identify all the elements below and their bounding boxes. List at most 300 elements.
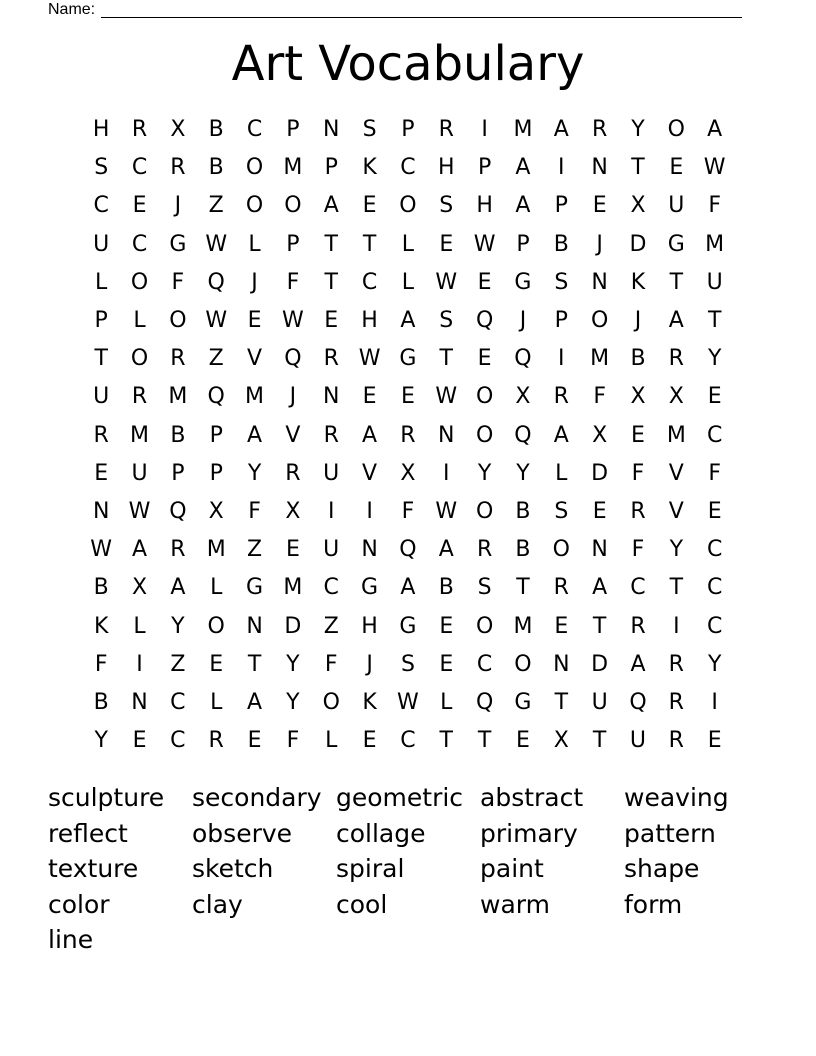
grid-letter: C — [170, 728, 186, 754]
grid-letter: E — [707, 728, 722, 754]
grid-letter: Z — [208, 346, 224, 372]
grid-letter: D — [591, 651, 609, 677]
grid-letter: A — [323, 193, 339, 219]
grid-letter: E — [324, 308, 339, 334]
grid-letter: P — [286, 117, 300, 143]
grid-letter: T — [324, 231, 338, 257]
grid-letter: L — [133, 613, 146, 639]
grid-letter: T — [516, 575, 530, 601]
grid-letter: J — [174, 193, 182, 219]
grid-letter: K — [630, 269, 646, 295]
grid-letter: C — [246, 117, 263, 143]
grid-letter: B — [170, 422, 186, 448]
page-title: Art Vocabulary — [231, 36, 585, 92]
grid-letter: R — [630, 498, 646, 524]
grid-letter: Q — [514, 346, 532, 372]
grid-letter: B — [630, 346, 646, 372]
grid-letter: T — [362, 231, 377, 257]
grid-letter: R — [323, 422, 339, 448]
grid-letter: A — [170, 575, 186, 601]
word-list-item: secondary — [192, 783, 322, 812]
grid-letter: A — [515, 193, 531, 219]
grid-letter: C — [400, 728, 416, 754]
grid-letter: N — [591, 537, 608, 563]
grid-letter: P — [209, 460, 223, 486]
grid-letter: T — [592, 728, 607, 754]
grid-row — [82, 264, 734, 302]
grid-letter: X — [515, 384, 531, 410]
grid-letter: O — [399, 193, 417, 219]
grid-letter: W — [703, 155, 726, 181]
grid-letter: B — [208, 155, 224, 181]
grid-letter: U — [668, 193, 685, 219]
word-list-item: paint — [480, 854, 544, 884]
grid-letter: Q — [514, 422, 532, 448]
grid-letter: E — [669, 155, 684, 181]
grid-letter: P — [401, 117, 415, 143]
grid-letter: W — [128, 498, 151, 524]
grid-letter: G — [667, 231, 685, 257]
grid-letter: S — [477, 575, 492, 601]
grid-letter: L — [210, 689, 223, 715]
grid-letter: A — [668, 308, 684, 334]
grid-letter: G — [514, 689, 532, 715]
grid-letter: B — [515, 537, 531, 563]
grid-letter: S — [439, 193, 454, 219]
grid-letter: A — [630, 651, 646, 677]
grid-letter: Z — [208, 193, 224, 219]
grid-letter: X — [630, 384, 646, 410]
grid-letter: X — [630, 193, 646, 219]
grid-row — [82, 417, 734, 455]
grid-letter: M — [590, 346, 610, 372]
grid-letter: R — [285, 460, 301, 486]
grid-letter: T — [439, 346, 453, 372]
grid-letter: E — [362, 728, 377, 754]
grid-letter: U — [706, 269, 723, 295]
grid-letter: E — [439, 613, 454, 639]
grid-letter: E — [631, 422, 645, 448]
grid-letter: R — [131, 384, 148, 410]
grid-letter: F — [286, 728, 300, 754]
grid-letter: G — [514, 269, 532, 295]
grid-letter: F — [248, 498, 261, 524]
grid-letter: F — [171, 269, 185, 295]
grid-letter: A — [400, 575, 416, 601]
grid-letter: L — [210, 575, 223, 601]
word-list-item: primary — [480, 818, 578, 848]
grid-letter: T — [592, 613, 607, 639]
word-list-item: warm — [480, 889, 550, 919]
grid-letter: N — [323, 117, 340, 143]
grid-letter: E — [477, 269, 492, 295]
grid-letter: O — [475, 613, 494, 639]
grid-letter: R — [400, 422, 416, 448]
grid-letter: M — [206, 537, 226, 563]
grid-letter: V — [668, 498, 684, 524]
grid-letter: F — [708, 193, 721, 219]
grid-letter: E — [592, 193, 607, 219]
grid-letter: E — [132, 728, 147, 754]
grid-row — [82, 607, 734, 645]
word-list-item: reflect — [48, 818, 128, 848]
grid-letter: M — [283, 575, 303, 601]
grid-letter: A — [247, 689, 263, 715]
grid-letter: I — [481, 117, 488, 143]
grid-letter: R — [438, 117, 454, 143]
grid-letter: P — [286, 231, 300, 257]
grid-letter: W — [397, 689, 419, 715]
grid-letter: E — [554, 613, 569, 639]
grid-letter: X — [553, 728, 569, 754]
grid-letter: E — [94, 460, 109, 486]
grid-letter: B — [93, 575, 109, 601]
grid-letter: J — [596, 231, 603, 257]
grid-letter: O — [590, 308, 609, 334]
word-list-item: spiral — [336, 854, 405, 884]
grid-letter: M — [513, 613, 533, 639]
grid-letter: Y — [171, 613, 185, 639]
grid-letter: P — [477, 155, 492, 181]
grid-letter: U — [131, 460, 148, 486]
grid-letter: B — [208, 117, 224, 143]
grid-letter: X — [131, 575, 148, 601]
grid-letter: C — [706, 537, 723, 563]
grid-letter: C — [361, 269, 378, 295]
grid-letter: E — [362, 384, 377, 410]
grid-letter: L — [95, 269, 108, 295]
grid-letter: E — [592, 498, 607, 524]
grid-letter: S — [554, 498, 569, 524]
grid-letter: S — [554, 269, 569, 295]
grid-letter: U — [93, 384, 110, 410]
grid-letter: I — [366, 498, 373, 524]
grid-letter: A — [131, 537, 148, 563]
grid-letter: C — [93, 193, 109, 219]
grid-letter: P — [209, 422, 223, 448]
grid-letter: A — [362, 422, 378, 448]
grid-letter: T — [247, 651, 262, 677]
grid-letter: R — [553, 575, 569, 601]
grid-letter: E — [209, 651, 224, 677]
grid-letter: D — [284, 613, 302, 639]
grid-letter: O — [169, 308, 187, 334]
grid-letter: G — [399, 346, 417, 372]
grid-letter: Y — [516, 460, 530, 486]
grid-letter: V — [362, 460, 378, 486]
grid-letter: E — [707, 384, 722, 410]
grid-row — [82, 302, 734, 340]
grid-letter: E — [247, 728, 262, 754]
name-field — [48, 0, 742, 18]
grid-letter: A — [400, 308, 416, 334]
grid-letter: F — [286, 269, 300, 295]
grid-letter: A — [247, 422, 263, 448]
grid-letter: T — [669, 269, 684, 295]
grid-letter: L — [401, 231, 415, 257]
grid-letter: H — [361, 308, 378, 334]
grid-letter: L — [440, 689, 453, 715]
grid-letter: N — [246, 613, 263, 639]
grid-letter: H — [92, 117, 110, 143]
grid-letter: W — [473, 231, 496, 257]
grid-letter: S — [400, 651, 415, 677]
grid-letter: Q — [207, 384, 225, 410]
grid-letter: Y — [94, 728, 108, 754]
grid-row — [82, 455, 734, 493]
word-list-item: texture — [48, 854, 139, 884]
word-list-item: sculpture — [48, 783, 165, 812]
grid-letter: K — [93, 613, 109, 639]
grid-letter: Z — [323, 613, 339, 639]
grid-letter: Q — [475, 689, 494, 715]
word-list — [48, 780, 768, 958]
grid-letter: E — [362, 193, 377, 219]
grid-letter: T — [669, 575, 684, 601]
grid-letter: L — [325, 728, 338, 754]
grid-letter: R — [208, 728, 224, 754]
grid-letter: R — [553, 384, 569, 410]
grid-letter: E — [132, 193, 147, 219]
grid-letter: T — [324, 269, 338, 295]
grid-letter: N — [92, 498, 110, 524]
grid-letter: Y — [286, 651, 300, 677]
grid-letter: E — [477, 346, 492, 372]
grid-letter: N — [591, 269, 608, 295]
grid-letter: Y — [707, 346, 722, 372]
grid-letter: R — [93, 422, 109, 448]
grid-letter: A — [515, 155, 531, 181]
grid-letter: R — [476, 537, 493, 563]
grid-letter: E — [247, 308, 262, 334]
grid-letter: O — [475, 498, 494, 524]
grid-letter: T — [439, 728, 453, 754]
grid-letter: O — [475, 422, 494, 448]
grid-letter: O — [322, 689, 340, 715]
grid-letter: R — [170, 537, 186, 563]
grid-letter: R — [668, 651, 684, 677]
grid-letter: C — [323, 575, 339, 601]
grid-letter: R — [323, 346, 339, 372]
grid-letter: P — [516, 231, 530, 257]
grid-letter: O — [284, 193, 302, 219]
grid-letter: V — [285, 422, 301, 448]
word-list-item: pattern — [624, 818, 716, 848]
grid-letter: W — [90, 537, 113, 563]
grid-letter: O — [245, 193, 264, 219]
grid-letter: Q — [207, 269, 225, 295]
grid-letter: E — [439, 651, 454, 677]
grid-letter: A — [438, 537, 454, 563]
grid-letter: X — [400, 460, 416, 486]
grid-row — [82, 111, 734, 149]
grid-letter: M — [168, 384, 188, 410]
grid-letter: R — [630, 613, 646, 639]
grid-letter: B — [438, 575, 454, 601]
grid-letter: C — [131, 231, 148, 257]
grid-letter: T — [477, 728, 492, 754]
grid-letter: Q — [169, 498, 187, 524]
grid-letter: P — [94, 308, 108, 334]
grid-letter: E — [439, 231, 454, 257]
word-list-item: abstract — [480, 783, 584, 812]
grid-letter: G — [169, 231, 187, 257]
grid-letter: W — [205, 231, 228, 257]
grid-letter: W — [435, 269, 458, 295]
grid-row — [82, 187, 734, 225]
grid-letter: W — [282, 308, 304, 334]
grid-letter: P — [554, 193, 568, 219]
grid-letter: Q — [629, 689, 647, 715]
grid-letter: D — [591, 460, 609, 486]
grid-letter: O — [245, 155, 264, 181]
grid-letter: T — [707, 308, 722, 334]
grid-letter: R — [668, 689, 684, 715]
grid-letter: T — [94, 346, 108, 372]
grid-letter: Y — [631, 117, 645, 143]
grid-letter: G — [399, 613, 417, 639]
grid-letter: I — [136, 651, 143, 677]
grid-row — [82, 340, 734, 378]
grid-letter: U — [93, 231, 110, 257]
grid-letter: A — [707, 117, 723, 143]
grid-letter: I — [327, 498, 335, 524]
grid-letter: P — [554, 308, 568, 334]
grid-letter: Z — [170, 651, 186, 677]
grid-letter: E — [285, 537, 300, 563]
grid-letter: N — [361, 537, 378, 563]
word-list-item: form — [624, 889, 683, 919]
grid-letter: O — [667, 117, 685, 143]
grid-letter: I — [711, 689, 718, 715]
grid-letter: W — [435, 384, 458, 410]
grid-letter: M — [705, 231, 725, 257]
grid-letter: Y — [669, 537, 684, 563]
grid-letter: N — [553, 651, 570, 677]
grid-letter: E — [707, 498, 722, 524]
grid-letter: A — [592, 575, 608, 601]
grid-letter: S — [439, 308, 454, 334]
grid-letter: B — [515, 498, 531, 524]
grid-letter: Y — [477, 460, 492, 486]
grid-letter: F — [708, 460, 721, 486]
grid-letter: O — [514, 651, 532, 677]
grid-letter: L — [133, 308, 146, 334]
grid-row — [82, 493, 734, 531]
grid-letter: J — [366, 651, 373, 677]
grid-row — [82, 569, 734, 607]
word-list-item: weaving — [624, 783, 729, 812]
grid-letter: N — [323, 384, 340, 410]
grid-letter: T — [554, 689, 569, 715]
grid-letter: O — [207, 613, 225, 639]
grid-letter: A — [553, 422, 569, 448]
grid-letter: C — [476, 651, 493, 677]
letter-grid — [82, 111, 734, 760]
grid-letter: R — [170, 346, 186, 372]
grid-letter: Q — [475, 308, 494, 334]
grid-letter: Y — [286, 689, 300, 715]
grid-letter: J — [251, 269, 258, 295]
grid-letter: L — [555, 460, 568, 486]
word-list-item: cool — [336, 889, 388, 919]
grid-letter: F — [94, 651, 108, 677]
grid-letter: X — [170, 117, 186, 143]
grid-letter: F — [631, 537, 645, 563]
name-underline — [101, 3, 742, 18]
grid-letter: F — [593, 384, 606, 410]
grid-letter: Q — [284, 346, 302, 372]
grid-letter: C — [706, 422, 723, 448]
grid-letter: U — [323, 460, 340, 486]
grid-letter: I — [558, 155, 565, 181]
grid-letter: G — [361, 575, 379, 601]
grid-letter: L — [401, 269, 415, 295]
grid-letter: F — [631, 460, 645, 486]
grid-letter: N — [591, 155, 608, 181]
grid-letter: F — [324, 651, 338, 677]
grid-letter: Y — [247, 460, 262, 486]
word-list-item: line — [48, 925, 94, 955]
grid-row — [82, 226, 734, 264]
grid-letter: L — [248, 231, 261, 257]
grid-letter: S — [362, 117, 377, 143]
grid-letter: X — [668, 384, 684, 410]
grid-letter: K — [362, 155, 377, 181]
grid-letter: I — [673, 613, 680, 639]
grid-letter: Z — [247, 537, 263, 563]
grid-letter: R — [131, 117, 148, 143]
grid-letter: Y — [707, 651, 722, 677]
grid-letter: X — [285, 498, 301, 524]
grid-letter: N — [131, 689, 148, 715]
word-list-item: clay — [192, 889, 243, 919]
grid-row — [82, 378, 734, 416]
grid-letter: X — [208, 498, 224, 524]
grid-letter: P — [171, 460, 185, 486]
grid-letter: X — [592, 422, 608, 448]
grid-letter: A — [553, 117, 569, 143]
word-list-item: color — [48, 889, 110, 919]
grid-letter: W — [358, 346, 381, 372]
grid-letter: H — [476, 193, 493, 219]
grid-row — [82, 722, 734, 760]
grid-letter: B — [93, 689, 109, 715]
grid-letter: D — [629, 231, 647, 257]
grid-letter: E — [400, 384, 415, 410]
word-list-item: sketch — [192, 854, 274, 884]
grid-letter: K — [362, 689, 377, 715]
grid-letter: M — [666, 422, 686, 448]
grid-letter: R — [170, 155, 186, 181]
grid-letter: B — [553, 231, 569, 257]
grid-row — [82, 149, 734, 187]
grid-letter: W — [205, 308, 228, 334]
grid-letter: O — [130, 269, 149, 295]
grid-letter: F — [401, 498, 415, 524]
grid-letter: R — [668, 346, 684, 372]
word-list-item: geometric — [336, 783, 464, 812]
name-label: Name: — [48, 1, 96, 18]
grid-letter: G — [246, 575, 264, 601]
grid-letter: J — [289, 384, 297, 410]
grid-letter: I — [443, 460, 450, 486]
grid-letter: U — [629, 728, 647, 754]
grid-row — [82, 684, 734, 722]
grid-letter: C — [706, 575, 723, 601]
grid-letter: E — [516, 728, 530, 754]
word-list-item: observe — [192, 818, 293, 848]
